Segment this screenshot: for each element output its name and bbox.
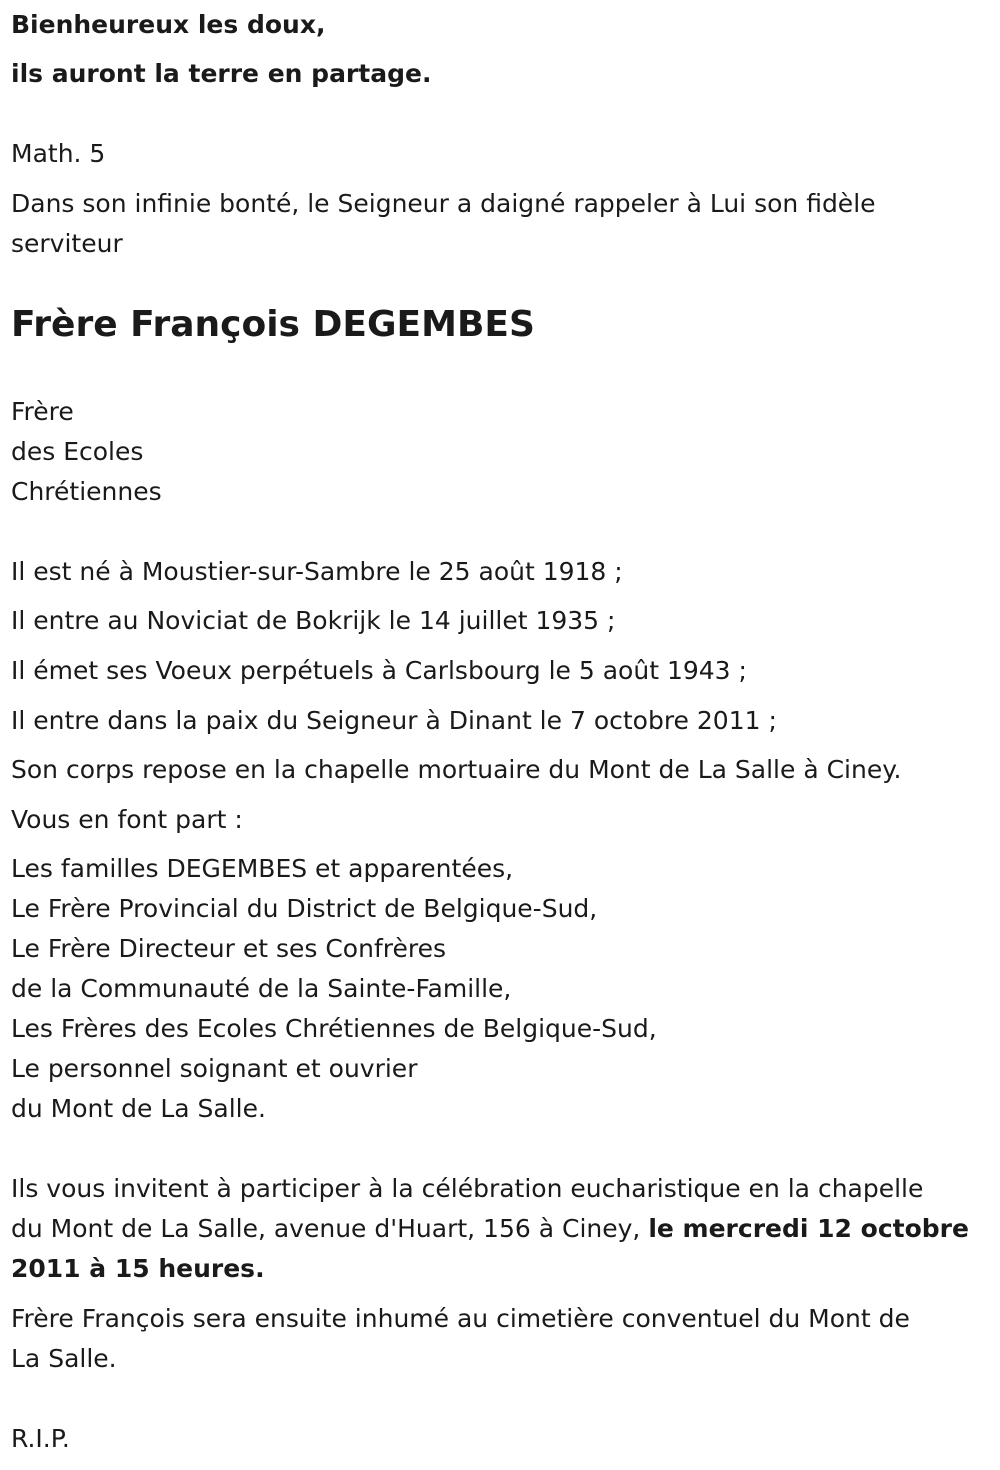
- congregation-line: Chrétiennes: [11, 477, 162, 506]
- announcer-line: Le Frère Provincial du District de Belgique-Sud,: [11, 894, 598, 923]
- invitation-address: du Mont de La Salle, avenue d'Huart, 156 à Ciney,: [11, 1214, 649, 1243]
- congregation-line: des Ecoles: [11, 437, 144, 466]
- life-event-novitiate: Il entre au Noviciat de Bokrijk le 14 juillet 1935 ;: [11, 606, 616, 635]
- announcer-line: Les familles DEGEMBES et apparentées,: [11, 854, 514, 883]
- epigraph-line-1: Bienheureux les doux,: [11, 10, 326, 39]
- invitation-time: 2011 à 15 heures.: [11, 1254, 265, 1283]
- congregation-line: Frère: [11, 397, 74, 426]
- announcer-line: Les Frères des Ecoles Chrétiennes de Belgique-Sud,: [11, 1014, 657, 1043]
- intro-line-1: Dans son infinie bonté, le Seigneur a daigné rappeler à Lui son fidèle: [11, 189, 876, 218]
- invitation-line-1: Ils vous invitent à participer à la célébration eucharistique en la chapelle: [11, 1174, 924, 1203]
- invitation-line-2: [11, 1209, 969, 1249]
- epigraph-reference: Math. 5: [11, 139, 106, 168]
- epigraph-line-2: ils auront la terre en partage.: [11, 59, 432, 88]
- burial-line-1: Frère François sera ensuite inhumé au cimetière conventuel du Mont de: [11, 1304, 910, 1333]
- invitation-date: le mercredi 12 octobre: [648, 1214, 969, 1243]
- deceased-name: Frère François DEGEMBES: [11, 304, 535, 345]
- life-event-death: Il entre dans la paix du Seigneur à Dinant le 7 octobre 2011 ;: [11, 706, 777, 735]
- closing-rip: R.I.P.: [11, 1424, 70, 1453]
- burial-line-2: La Salle.: [11, 1344, 117, 1373]
- life-event-birth: Il est né à Moustier-sur-Sambre le 25 août 1918 ;: [11, 557, 623, 586]
- intro-line-2: serviteur: [11, 229, 123, 258]
- announcer-line: Le Frère Directeur et ses Confrères: [11, 934, 446, 963]
- announcer-line: du Mont de La Salle.: [11, 1094, 266, 1123]
- announcer-line: Le personnel soignant et ouvrier: [11, 1054, 418, 1083]
- announcer-line: de la Communauté de la Sainte-Famille,: [11, 974, 512, 1003]
- life-event-repose: Son corps repose en la chapelle mortuaire du Mont de La Salle à Ciney.: [11, 755, 902, 784]
- announcers-heading: Vous en font part :: [11, 805, 243, 834]
- life-event-vows: Il émet ses Voeux perpétuels à Carlsbourg le 5 août 1943 ;: [11, 656, 747, 685]
